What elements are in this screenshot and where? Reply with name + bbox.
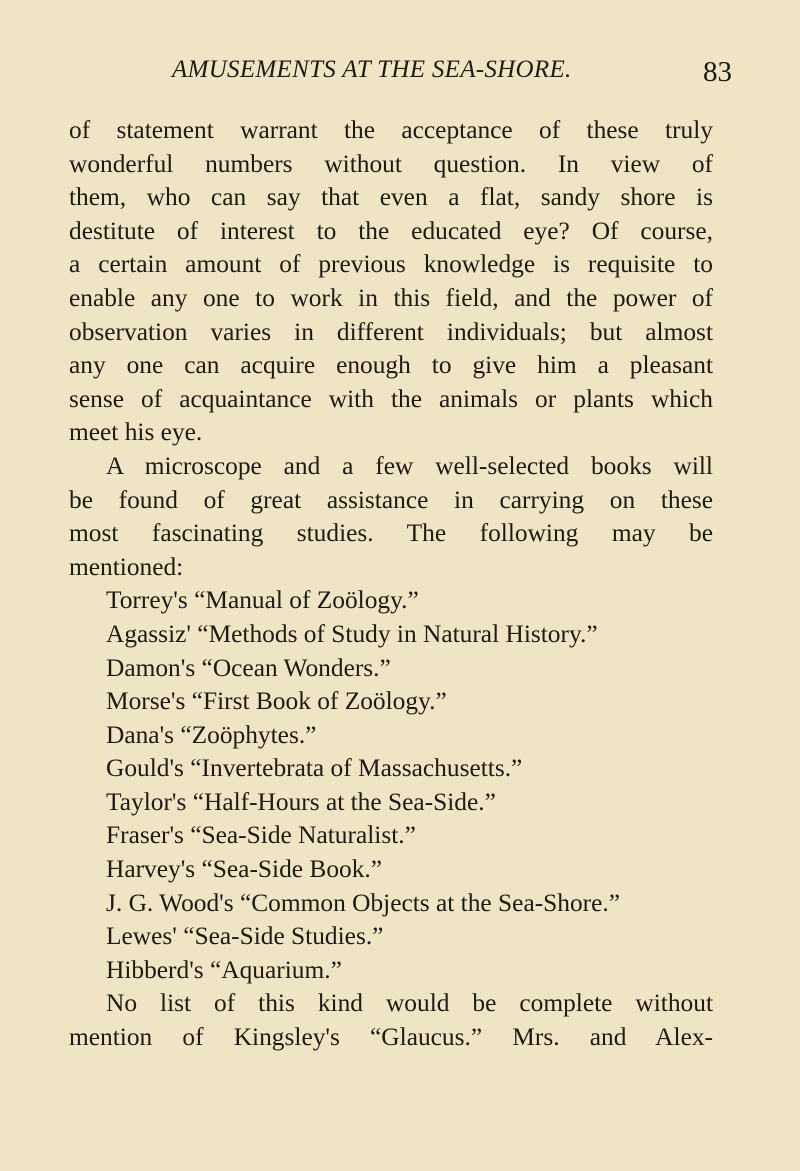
text-line: mention of Kingsley's “Glaucus.” Mrs. and Alex- — [69, 1023, 713, 1052]
book-list-item: Dana's “Zoöphytes.” — [106, 720, 317, 749]
text-line: enable any one to work in this field, and the power of — [69, 283, 713, 312]
text-line: a certain amount of previous knowledge is requisite to — [69, 250, 713, 279]
text-line: most fascinating studies. The following may be — [69, 519, 713, 548]
book-list-item: J. G. Wood's “Common Objects at the Sea-Shore.” — [106, 888, 621, 917]
book-list-item: Torrey's “Manual of Zoölogy.” — [106, 586, 419, 615]
running-header — [172, 56, 732, 96]
book-list-item: Morse's “First Book of Zoölogy.” — [106, 687, 447, 716]
text-line: be found of great assistance in carrying on these — [69, 485, 713, 514]
book-list-item: Fraser's “Sea-Side Naturalist.” — [106, 821, 416, 850]
page-number: 83 — [703, 56, 732, 88]
book-list-item: Gould's “Invertebrata of Massachusetts.” — [106, 754, 523, 783]
text-line: any one can acquire enough to give him a pleasant — [69, 351, 713, 380]
text-line: destitute of interest to the educated eye? Of course, — [69, 216, 713, 245]
book-list-item: Taylor's “Half-Hours at the Sea-Side.” — [106, 787, 496, 816]
text-line: wonderful numbers without question. In view of — [69, 149, 713, 178]
book-list-item: Agassiz' “Methods of Study in Natural History.” — [106, 619, 598, 648]
text-line: them, who can say that even a flat, sandy shore is — [69, 183, 713, 212]
book-list-item: Lewes' “Sea-Side Studies.” — [106, 922, 384, 951]
book-list-item: Hibberd's “Aquarium.” — [106, 955, 342, 984]
body-text — [69, 114, 713, 1055]
text-line: sense of acquaintance with the animals or plants which — [69, 384, 713, 413]
text-line: meet his eye. — [69, 418, 203, 447]
text-line: mentioned: — [69, 552, 184, 581]
book-list-item: Harvey's “Sea-Side Book.” — [106, 855, 383, 884]
text-line: A microscope and a few well-selected books will — [106, 451, 713, 480]
text-line: of statement warrant the acceptance of these truly — [69, 116, 713, 144]
book-list-item: Damon's “Ocean Wonders.” — [106, 653, 391, 682]
text-line: observation varies in different individuals; but almost — [69, 317, 713, 346]
running-title: AMUSEMENTS AT THE SEA-SHORE. — [172, 56, 572, 83]
text-line: No list of this kind would be complete without — [106, 989, 713, 1018]
